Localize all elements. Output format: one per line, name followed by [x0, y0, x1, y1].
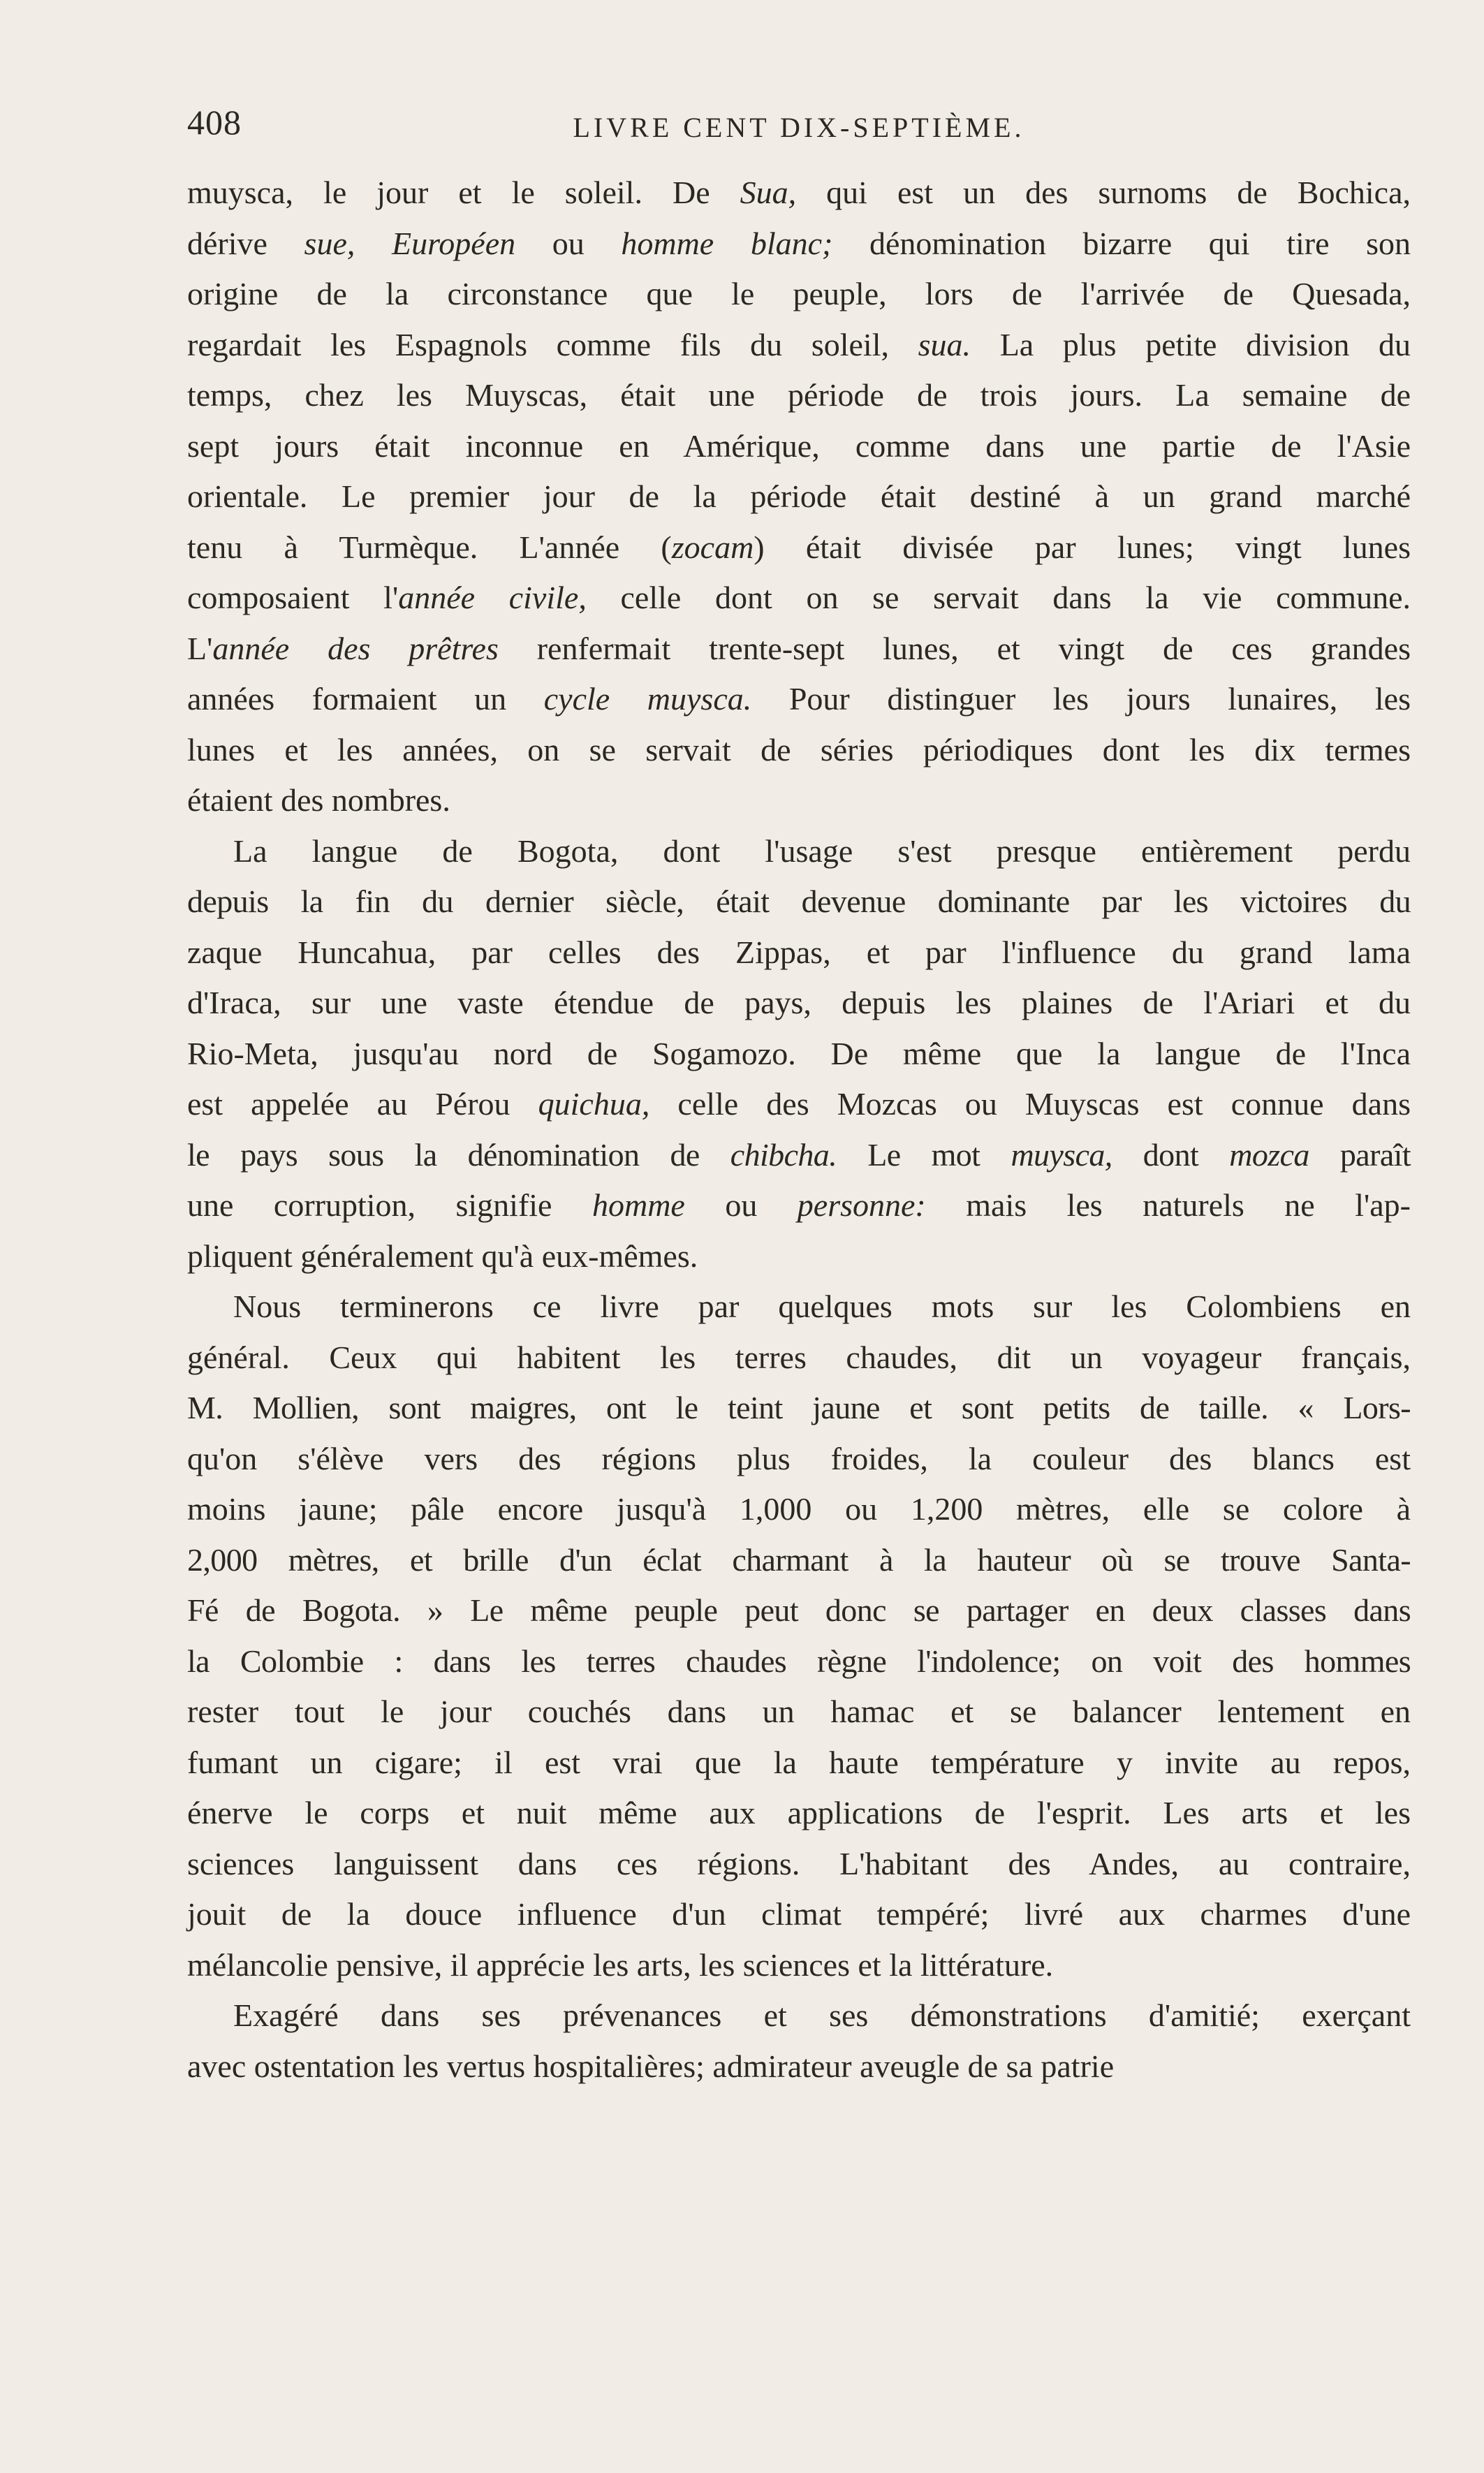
italic-text: personne: [797, 1187, 926, 1223]
text-line [187, 1029, 1411, 1080]
text-span: rester tout le jour couchés dans un hamac et se balancer lentement en [187, 1694, 1411, 1729]
text-line [187, 624, 1411, 675]
text-line [187, 876, 1411, 927]
text-span: Pour distinguer les jours lunaires, les [751, 681, 1411, 717]
text-line [187, 1180, 1411, 1231]
text-span: ) était divisée par lunes; vingt lunes [754, 529, 1411, 565]
text-span: renfermait trente-sept lunes, et vingt de ces grandes [498, 630, 1411, 666]
italic-text: zocam [671, 529, 754, 565]
text-span: orientale. Le premier jour de la période était destiné à un grand marché [187, 478, 1411, 514]
text-span: lunes et les années, on se servait de séries périodiques dont les dix termes [187, 731, 1411, 768]
italic-text: homme blanc; [621, 225, 833, 261]
text-span: général. Ceux qui habitent les terres chaudes, dit un voyageur français, [187, 1339, 1411, 1375]
text-span: 2,000 mètres, et brille d'un éclat charmant à la hauteur où se trouve Santa- [187, 1541, 1411, 1578]
text-span: paraît [1309, 1136, 1411, 1173]
text-span: étaient des nombres. [187, 782, 450, 818]
text-span: fumant un cigare; il est vrai que la haute température y invite au repos, [187, 1744, 1411, 1780]
text-span: M. Mollien, sont maigres, ont le teint jaune et sont petits de taille. « Lors- [187, 1390, 1411, 1425]
text-span: Exagéré dans ses prévenances et ses démonstrations d'amitié; exerçant [233, 1997, 1411, 2033]
italic-text: homme [592, 1187, 685, 1223]
text-span: regardait les Espagnols comme fils du soleil, [187, 326, 918, 362]
text-span: ou [684, 1187, 798, 1223]
italic-text: cycle muysca. [543, 681, 752, 717]
text-span: depuis la fin du dernier siècle, était devenue dominante par les victoires du [187, 883, 1411, 919]
text-span: d'Iraca, sur une vaste étendue de pays, depuis les plaines de l'Ariari et du [187, 985, 1411, 1020]
text-line [187, 1687, 1411, 1738]
text-line [187, 219, 1411, 270]
italic-text: sue, Européen [304, 225, 516, 261]
text-line [187, 573, 1411, 624]
text-span: zaque Huncahua, par celles des Zippas, et par l'influence du grand lama [187, 934, 1411, 970]
text-span: celle dont on se servait dans la vie commune. [586, 580, 1411, 615]
italic-text: sua. [918, 326, 971, 362]
text-span: origine de la circonstance que le peuple, lors de l'arrivée de Quesada, [187, 276, 1411, 311]
text-span: jouit de la douce influence d'un climat tempéré; livré aux charmes d'une [187, 1896, 1411, 1932]
text-span: celle des Mozcas ou Muyscas est connue dans [649, 1086, 1411, 1122]
text-line [187, 775, 1411, 826]
text-line [187, 522, 1411, 573]
text-line [187, 421, 1411, 472]
text-line [187, 826, 1411, 877]
text-span: qu'on s'élève vers des régions plus froides, la couleur des blancs est [187, 1440, 1411, 1476]
text-line [187, 1636, 1411, 1687]
text-span: avec ostentation les vertus hospitalières; admirateur aveugle de sa patrie [187, 2048, 1115, 2084]
running-title: LIVRE CENT DIX-SEPTIÈME. [573, 112, 1025, 143]
text-line [187, 471, 1411, 522]
text-span: dénomination bizarre qui tire son [832, 225, 1411, 261]
text-span: ou [515, 225, 622, 261]
text-span: Fé de Bogota. » Le même peuple peut donc se partager en deux classes dans [187, 1592, 1411, 1628]
text-span: mélancolie pensive, il apprécie les arts, les sciences et la littérature. [187, 1946, 1054, 1983]
text-line [187, 269, 1411, 320]
text-span: temps, chez les Muyscas, était une période de trois jours. La semaine de [187, 377, 1411, 413]
italic-text: muysca, [1011, 1136, 1112, 1173]
text-span: qui est un des surnoms de Bochica, [796, 175, 1411, 210]
text-line [187, 1940, 1411, 1991]
text-span: dont [1112, 1136, 1230, 1173]
text-line [187, 1079, 1411, 1130]
text-span: Le mot [837, 1136, 1011, 1173]
text-line [187, 1738, 1411, 1789]
text-line [187, 1585, 1411, 1636]
text-span: composaient l' [187, 580, 399, 615]
text-line [187, 1788, 1411, 1839]
italic-text: mozca [1229, 1136, 1309, 1173]
text-line [187, 1484, 1411, 1535]
italic-text: année civile, [398, 580, 587, 615]
body-text [187, 168, 1411, 2092]
text-line [187, 725, 1411, 776]
text-span: La plus petite division du [971, 326, 1411, 362]
text-line [187, 1839, 1411, 1890]
text-line [187, 1535, 1411, 1586]
italic-text: quichua, [538, 1086, 650, 1122]
text-line [187, 1231, 1411, 1282]
text-span: mais les naturels ne l'ap- [925, 1187, 1411, 1223]
text-span: une corruption, signifie [187, 1187, 592, 1223]
text-line [187, 1990, 1411, 2041]
italic-text: année des prêtres [212, 630, 499, 666]
text-span: Rio-Meta, jusqu'au nord de Sogamozo. De même que la langue de l'Inca [187, 1035, 1411, 1071]
text-span: Nous terminerons ce livre par quelques mots sur les Colombiens en [233, 1289, 1411, 1324]
text-line [187, 168, 1411, 219]
text-line [187, 1434, 1411, 1485]
text-span: énerve le corps et nuit même aux applications de l'esprit. Les arts et les [187, 1795, 1411, 1830]
text-span: La langue de Bogota, dont l'usage s'est presque entièrement perdu [233, 832, 1411, 869]
text-line [187, 674, 1411, 725]
text-span: est appelée au Pérou [187, 1086, 538, 1122]
italic-text: Sua, [740, 175, 797, 210]
text-span: la Colombie : dans les terres chaudes règne l'indolence; on voit des hommes [187, 1643, 1411, 1679]
italic-text: chibcha. [730, 1136, 837, 1173]
text-span: le pays sous la dénomination de [187, 1136, 730, 1173]
page-number: 408 [187, 103, 242, 142]
text-span: moins jaune; pâle encore jusqu'à 1,000 ou 1,200 mètres, elle se colore à [187, 1491, 1411, 1527]
text-line [187, 2041, 1411, 2092]
text-span: sept jours était inconnue en Amérique, comme dans une partie de l'Asie [187, 427, 1411, 464]
text-line [187, 978, 1411, 1029]
text-line [187, 927, 1411, 978]
text-span: tenu à Turmèque. L'année ( [187, 529, 672, 565]
page-header [187, 98, 1411, 147]
text-span: sciences languissent dans ces régions. L'habitant des Andes, au contraire, [187, 1845, 1411, 1881]
text-span: années formaient un [187, 681, 544, 717]
text-line [187, 320, 1411, 371]
text-span: L' [187, 630, 213, 666]
text-line [187, 1130, 1411, 1181]
text-span: muysca, le jour et le soleil. De [187, 175, 740, 210]
text-line [187, 1889, 1411, 1940]
text-line [187, 370, 1411, 421]
text-line [187, 1282, 1411, 1333]
text-line [187, 1383, 1411, 1434]
text-span: dérive [187, 225, 304, 261]
text-line [187, 1333, 1411, 1384]
text-span: pliquent généralement qu'à eux-mêmes. [187, 1238, 698, 1274]
